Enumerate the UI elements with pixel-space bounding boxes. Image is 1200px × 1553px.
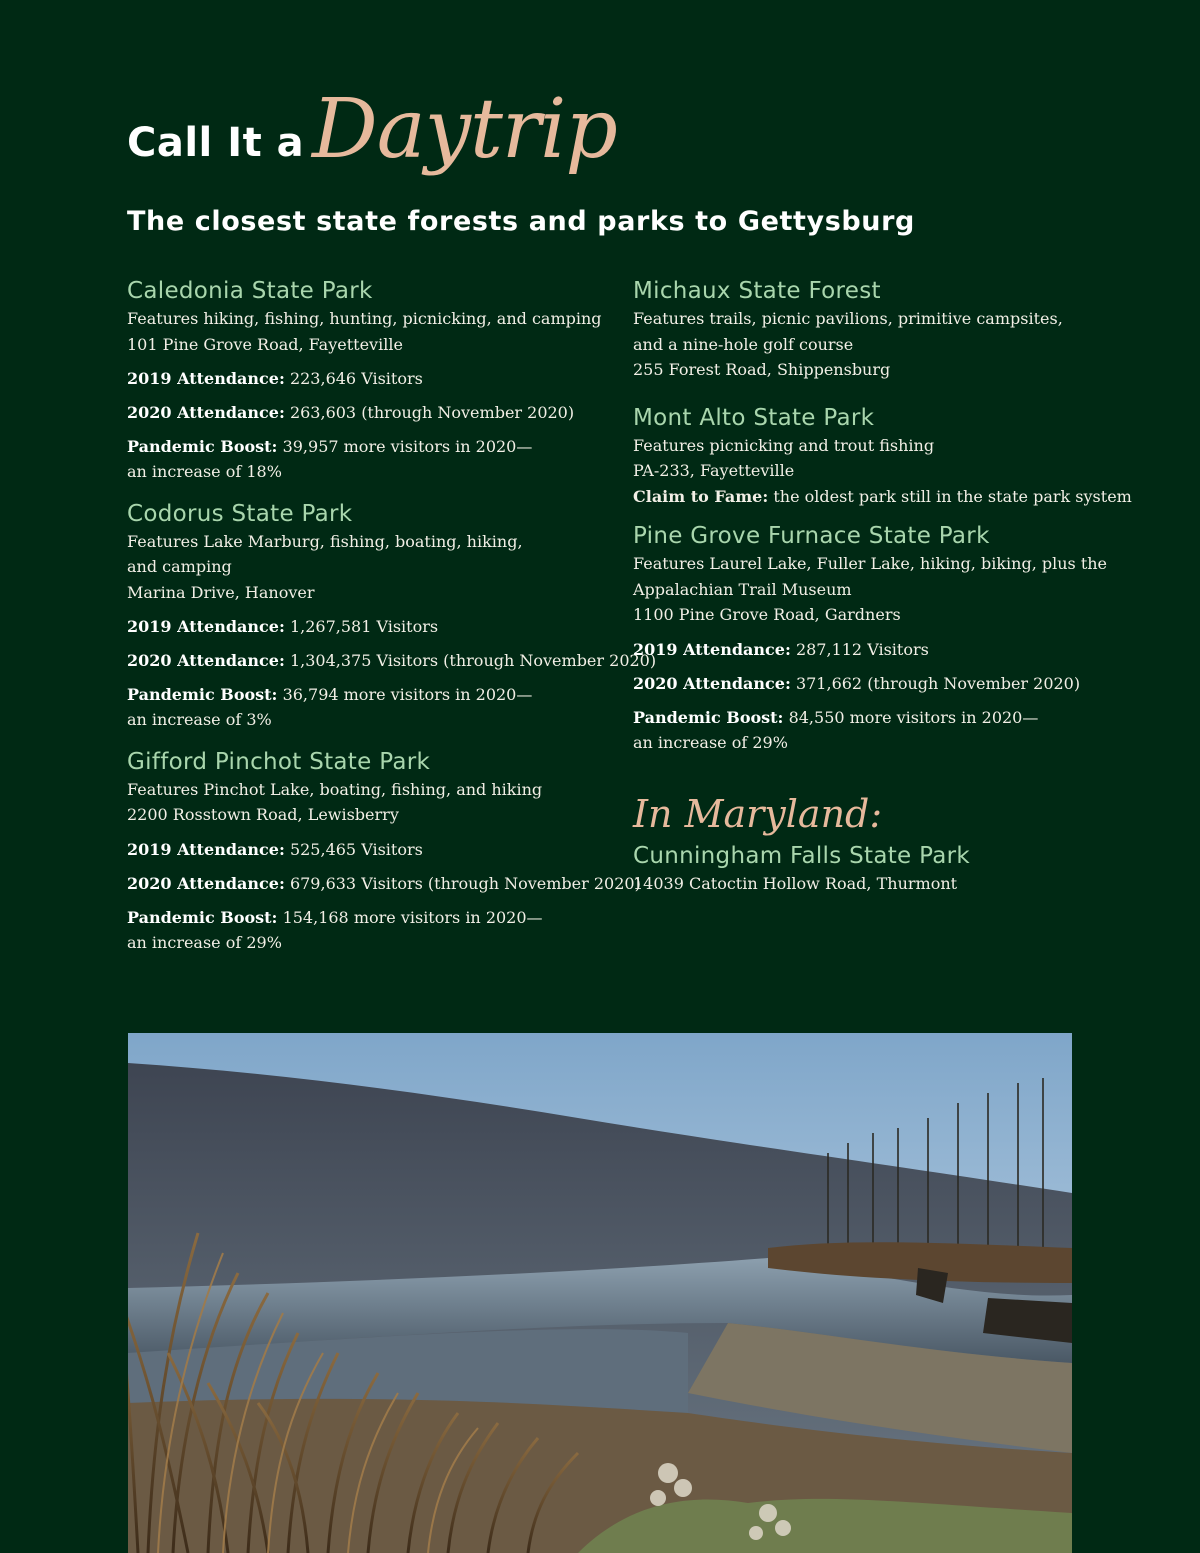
park-features-cont: Appalachian Trail Museum xyxy=(633,579,852,599)
fame-label: Claim to Fame: xyxy=(633,486,769,506)
stat-label: 2020 Attendance: xyxy=(633,673,791,693)
attendance-2019 xyxy=(127,614,617,639)
park-features-cont: and camping xyxy=(127,557,232,576)
park-features: Features picnicking and trout fishing xyxy=(633,435,935,455)
park-mont-alto xyxy=(633,403,1133,510)
park-features: Features hiking, fishing, hunting, picnicking, and camping xyxy=(127,309,602,328)
boost-increase: an increase of 29% xyxy=(127,932,282,952)
left-column xyxy=(127,276,657,955)
stat-value: 36,794 more visitors in 2020— xyxy=(282,685,533,704)
attendance-2020 xyxy=(633,671,1133,696)
attendance-2020 xyxy=(127,871,641,896)
park-name: Codorus State Park xyxy=(127,500,353,527)
stat-value: 287,112 Visitors xyxy=(795,639,929,659)
attendance-2019 xyxy=(127,837,617,862)
stat-value: 679,633 Visitors (through November 2020) xyxy=(289,873,641,893)
title-lead: Call It a xyxy=(127,120,305,166)
park-name: Cunningham Falls State Park xyxy=(633,843,971,869)
park-address: 1100 Pine Grove Road, Gardners xyxy=(633,605,901,624)
park-name: Gifford Pinchot State Park xyxy=(127,748,431,775)
stat-label: Pandemic Boost: xyxy=(633,707,784,727)
park-pine-grove-furnace xyxy=(633,521,1133,755)
stat-value: 154,168 more visitors in 2020— xyxy=(282,907,543,927)
stat-value: 1,267,581 Visitors xyxy=(289,617,439,636)
stat-value: 525,465 Visitors xyxy=(289,839,423,859)
attendance-2019 xyxy=(633,637,1133,662)
stat-label: 2019 Attendance: xyxy=(633,639,791,659)
park-name: Pine Grove Furnace State Park xyxy=(633,523,990,549)
stat-label: 2019 Attendance: xyxy=(127,369,285,388)
stat-value: 371,662 (through November 2020) xyxy=(795,673,1081,693)
stat-value: 263,603 (through November 2020) xyxy=(289,403,575,422)
park-codorus xyxy=(127,499,657,733)
park-address: 14039 Catoctin Hollow Road, Thurmont xyxy=(633,874,958,893)
park-features: Features trails, picnic pavilions, primitive campsites, xyxy=(633,309,1063,328)
park-address: 2200 Rosstown Road, Lewisberry xyxy=(127,805,399,824)
stat-value: 1,304,375 Visitors (through November 2020) xyxy=(289,651,657,670)
boost-increase: an increase of 18% xyxy=(127,462,282,481)
pandemic-boost xyxy=(127,905,617,930)
stat-label: Pandemic Boost: xyxy=(127,685,278,704)
lake-photo xyxy=(128,1033,1072,1553)
stat-label: 2019 Attendance: xyxy=(127,839,285,859)
park-name: Michaux State Forest xyxy=(633,278,881,304)
park-features: Features Pinchot Lake, boating, fishing, and hiking xyxy=(127,779,543,799)
page-subtitle: The closest state forests and parks to Gettysburg xyxy=(127,206,915,237)
boost-increase: an increase of 3% xyxy=(127,710,272,729)
pandemic-boost xyxy=(127,682,617,707)
stat-label: 2020 Attendance: xyxy=(127,403,285,422)
attendance-2020 xyxy=(127,648,657,673)
attendance-2019 xyxy=(127,366,617,391)
park-features-cont: and a nine-hole golf course xyxy=(633,334,854,354)
park-michaux xyxy=(633,276,1133,383)
pandemic-boost xyxy=(633,705,1133,730)
park-features: Features Lake Marburg, fishing, boating, hiking, xyxy=(127,531,523,551)
stat-label: Pandemic Boost: xyxy=(127,437,278,456)
title-script: Daytrip xyxy=(312,82,617,177)
stat-value: 84,550 more visitors in 2020— xyxy=(788,707,1039,727)
stat-label: 2020 Attendance: xyxy=(127,873,285,893)
park-address: 255 Forest Road, Shippensburg xyxy=(633,360,891,379)
right-column xyxy=(633,276,1133,897)
claim-to-fame xyxy=(633,484,1133,510)
stat-label: 2020 Attendance: xyxy=(127,651,285,670)
park-name: Mont Alto State Park xyxy=(633,404,875,431)
park-address: 101 Pine Grove Road, Fayetteville xyxy=(127,334,403,354)
stat-value: 39,957 more visitors in 2020— xyxy=(282,437,533,456)
maryland-heading: In Maryland: xyxy=(633,792,883,836)
park-name: Caledonia State Park xyxy=(127,278,373,304)
stat-value: 223,646 Visitors xyxy=(289,369,423,388)
park-address: Marina Drive, Hanover xyxy=(127,582,315,602)
park-cunningham-falls xyxy=(633,841,1133,897)
park-address: PA-233, Fayetteville xyxy=(633,461,795,480)
boost-increase: an increase of 29% xyxy=(633,732,788,752)
stat-label: Pandemic Boost: xyxy=(127,907,278,927)
attendance-2020 xyxy=(127,400,617,425)
park-caledonia xyxy=(127,276,617,485)
stat-label: 2019 Attendance: xyxy=(127,617,285,636)
pandemic-boost xyxy=(127,434,617,459)
park-gifford-pinchot xyxy=(127,747,641,956)
fame-value: the oldest park still in the state park system xyxy=(773,486,1132,506)
park-features: Features Laurel Lake, Fuller Lake, hiking, biking, plus the xyxy=(633,554,1108,573)
